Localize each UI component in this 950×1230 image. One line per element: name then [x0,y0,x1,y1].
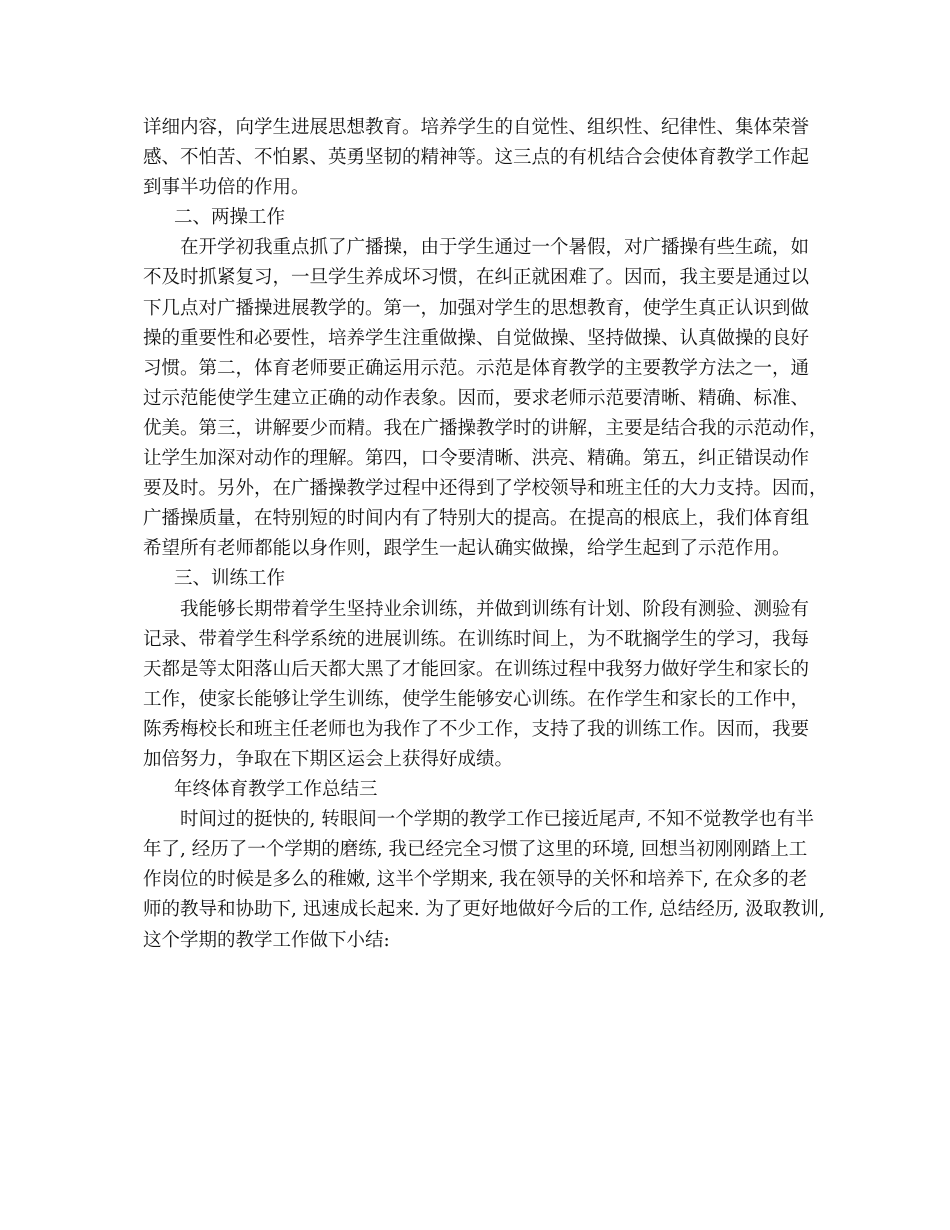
text-line: 广播操质量，在特别短的时间内有了特别大的提高。在提高的根底上，我们体育组 [143,508,810,530]
section-heading: 二、两操工作 [174,207,286,229]
text-line: 天都是等太阳落山后天都大黑了才能回家。在训练过程中我努力做好学生和家长的 [143,658,810,680]
text-line: 详细内容，向学生进展思想教育。培养学生的自觉性、组织性、纪律性、集体荣誉 [143,117,810,138]
text-line: 过示范能使学生建立正确的动作表象。因而，要求老师示范要清晰、精确、标准、 [143,387,810,409]
text-line: 作岗位的时候是多么的稚嫩, 这半个学期来, 我在领导的关怀和培养下, 在众多的老 [143,869,808,891]
text-line: 我能够长期带着学生坚持业余训练，并做到训练有计划、阶段有测验、测验有 [180,598,810,620]
text-line: 优美。第三，讲解要少而精。我在广播操教学时的讲解，主要是结合我的示范动作， [143,417,828,439]
text-line: 陈秀梅校长和班主任老师也为我作了不少工作，支持了我的训练工作。因而，我要 [143,718,810,740]
section-heading: 年终体育教学工作总结三 [174,779,378,801]
text-line: 感、不怕苦、不怕累、英勇坚韧的精神等。这三点的有机结合会使体育教学工作起 [143,147,810,169]
section-heading: 三、训练工作 [174,568,286,590]
text-line: 年了, 经历了一个学期的磨练, 我已经完全习惯了这里的环境, 回想当初刚刚踏上工 [143,839,808,861]
text-line: 习惯。第二，体育老师要正确运用示范。示范是体育教学的主要教学方法之一，通 [143,357,810,379]
text-line: 在开学初我重点抓了广播操，由于学生通过一个暑假，对广播操有些生疏，如 [180,237,810,259]
text-line: 记录、带着学生科学系统的进展训练。在训练时间上，为不耽搁学生的学习，我每 [143,628,810,650]
text-line: 这个学期的教学工作做下小结: [143,929,390,951]
text-line: 让学生加深对动作的理解。第四，口令要清晰、洪亮、精确。第五，纠正错误动作 [143,448,810,470]
text-line: 不及时抓紧复习，一旦学生养成坏习惯，在纠正就困难了。因而，我主要是通过以 [143,267,810,289]
text-line: 操的重要性和必要性，培养学生注重做操、自觉做操、坚持做操、认真做操的良好 [143,327,810,349]
text-line: 师的教导和协助下, 迅速成长起来. 为了更好地做好今后的工作, 总结经历, 汲取教训, [143,899,825,921]
document-body [143,113,828,956]
text-line: 要及时。另外，在广播操教学过程中还得到了学校领导和班主任的大力支持。因而， [143,478,828,500]
text-line: 工作，使家长能够让学生训练，使学生能够安心训练。在作学生和家长的工作中， [143,688,810,710]
text-line: 到事半功倍的作用。 [143,177,310,199]
text-line: 希望所有老师都能以身作则，跟学生一起认确实做操，给学生起到了示范作用。 [143,538,791,560]
text-line: 加倍努力，争取在下期区运会上获得好成绩。 [143,748,514,770]
text-line: 时间过的挺快的, 转眼间一个学期的教学工作已接近尾声, 不知不觉教学也有半 [180,809,815,831]
text-line: 下几点对广播操进展教学的。第一，加强对学生的思想教育，使学生真正认识到做 [143,297,810,319]
